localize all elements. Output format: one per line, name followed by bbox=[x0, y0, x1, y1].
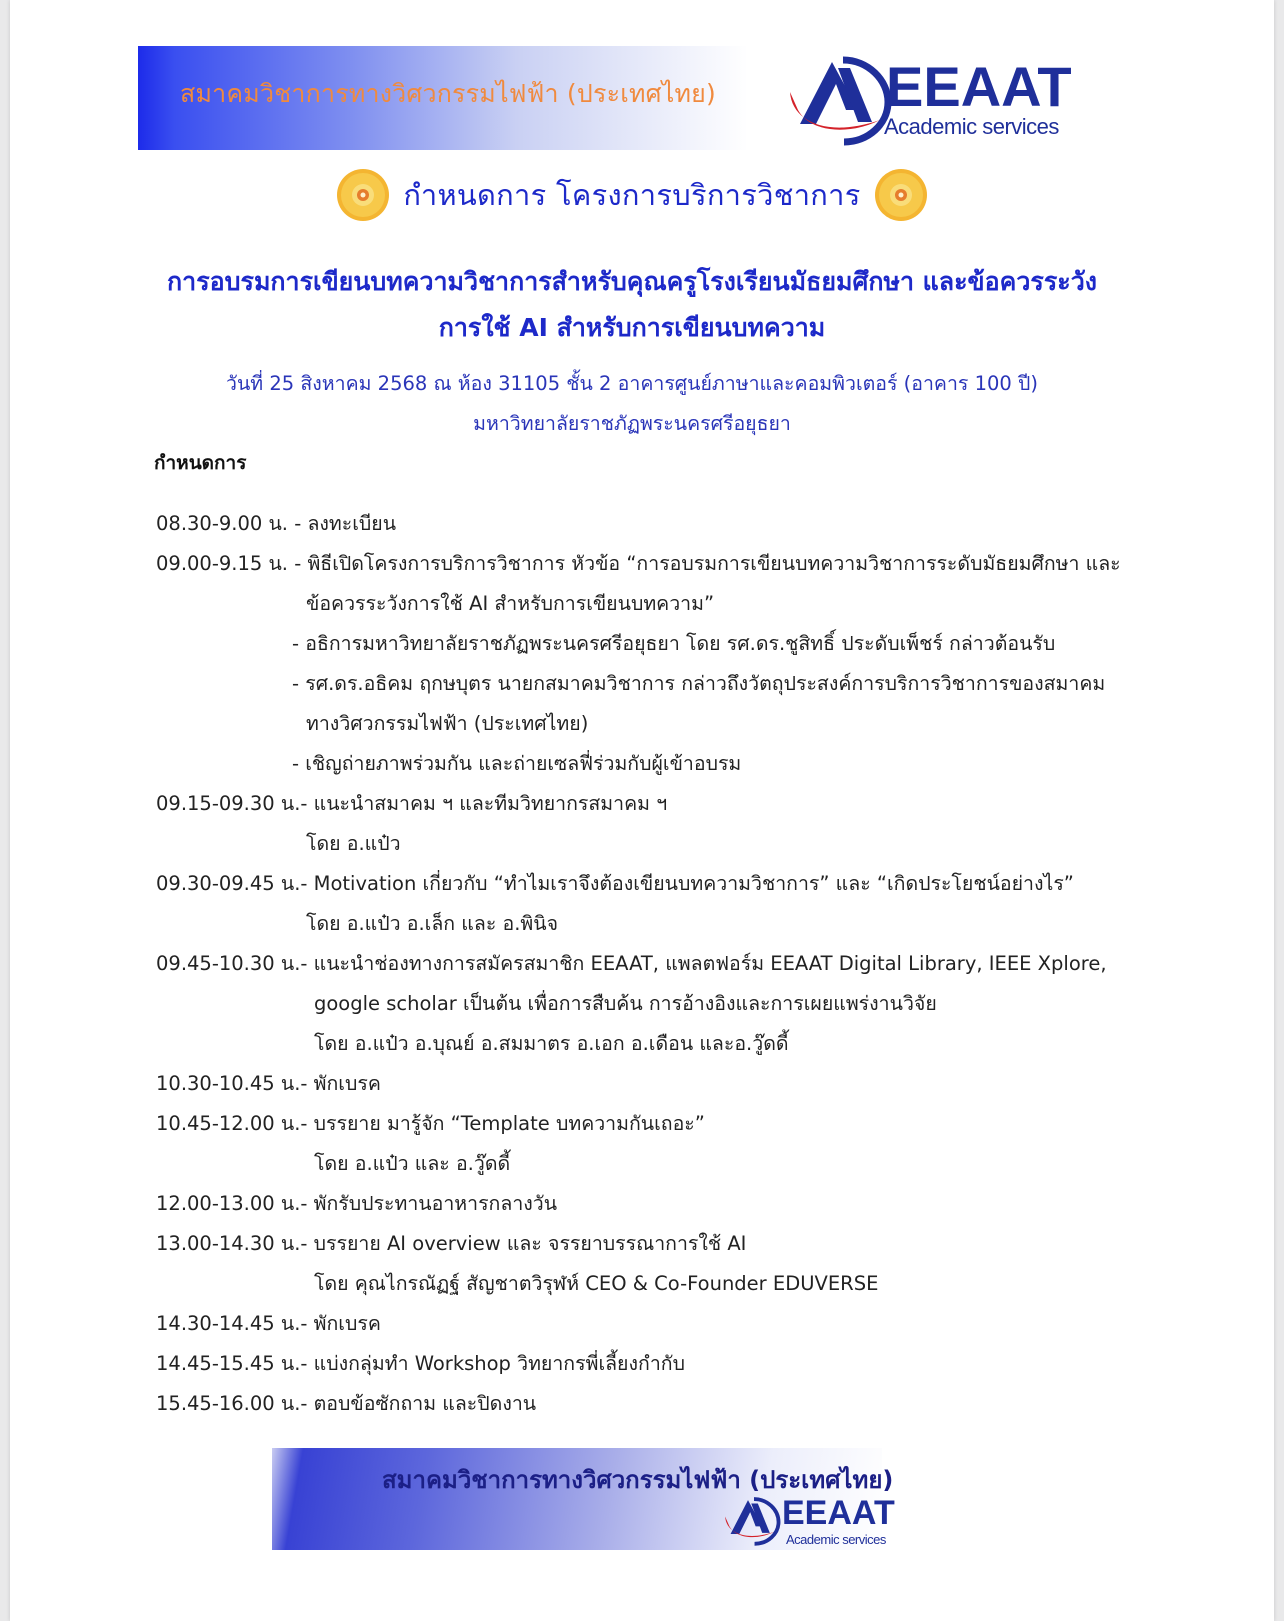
heading-row bbox=[0, 168, 1264, 228]
schedule-line: 12.00-13.00 น.- พักรับประทานอาหารกลางวัน bbox=[156, 1192, 558, 1215]
schedule-line: ทางวิศวกรรมไฟฟ้า (ประเทศไทย) bbox=[306, 712, 589, 735]
schedule-line: 14.45-15.45 น.- แบ่งกลุ่มทำ Workshop วิทยากรพี่เลี้ยงกำกับ bbox=[156, 1352, 685, 1375]
schedule-line: 15.45-16.00 น.- ตอบข้อซักถาม และปิดงาน bbox=[156, 1392, 537, 1415]
schedule-line: 09.15-09.30 น.- แนะนำสมาคม ฯ และทีมวิทยากรสมาคม ฯ bbox=[156, 792, 668, 815]
logo-brand-text: EEAAT bbox=[886, 55, 1072, 118]
schedule-heading: กำหนดการ bbox=[154, 452, 247, 474]
eeaat-logo-icon bbox=[788, 52, 898, 152]
schedule-line: 09.45-10.30 น.- แนะนำช่องทางการสมัครสมาชิก EEAAT, แพลตฟอร์ม EEAAT Digital Library, IEEE Xplore, bbox=[156, 952, 1107, 975]
schedule-line: โดย อ.แป๋ว อ.เล็ก และ อ.พินิจ bbox=[306, 912, 559, 935]
schedule-line: - อธิการมหาวิทยาลัยราชภัฏพระนครศรีอยุธยา โดย รศ.ดร.ชูสิทธิ์ ประดับเพ็ชร์ กล่าวต้อนรับ bbox=[292, 632, 1056, 655]
schedule-line: google scholar เป็นต้น เพื่อการสืบค้น การอ้างอิงและการเผยแพร่งานวิจัย bbox=[314, 992, 937, 1015]
cd-disc-icon bbox=[874, 168, 928, 222]
footer-logo-sub-text: Academic services bbox=[786, 1532, 886, 1547]
cd-disc-icon bbox=[336, 168, 390, 222]
schedule-line: โดย อ.แป๋ว และ อ.วู๊ดดี้ bbox=[314, 1152, 511, 1175]
schedule-line: ข้อควรระวังการใช้ AI สำหรับการเขียนบทความ” bbox=[306, 592, 715, 615]
schedule-line: โดย อ.แป๋ว bbox=[306, 832, 401, 855]
schedule-line: 10.45-12.00 น.- บรรยาย มารู้จัก “Template บทความกันเถอะ” bbox=[156, 1112, 705, 1135]
eeaat-logo-icon bbox=[724, 1494, 784, 1550]
schedule-line: 09.00-9.15 น. - พิธีเปิดโครงการบริการวิชาการ หัวข้อ “การอบรมการเขียนบทความวิชาการระดับมัธยมศึกษา และ bbox=[156, 552, 1121, 575]
schedule-line: - รศ.ดร.อธิคม ฤกษบุตร นายกสมาคมวิชาการ กล่าวถึงวัตถุประสงค์การบริการวิชาการของสมาคม bbox=[292, 672, 1106, 695]
page-heading: กำหนดการ โครงการบริการวิชาการ bbox=[403, 178, 861, 212]
top-banner-association-name: สมาคมวิชาการทางวิศวกรรมไฟฟ้า (ประเทศไทย) bbox=[180, 79, 716, 108]
schedule-line: 08.30-9.00 น. - ลงทะเบียน bbox=[156, 512, 397, 535]
schedule-line: 13.00-14.30 น.- บรรยาย AI overview และ จรรยาบรรณาการใช้ AI bbox=[156, 1232, 747, 1255]
date-venue: วันที่ 25 สิงหาคม 2568 ณ ห้อง 31105 ชั้น 2 อาคารศูนย์ภาษาและคอมพิวเตอร์ (อาคาร 100 ปี) bbox=[226, 372, 1038, 395]
schedule-line: 14.30-14.45 น.- พักเบรค bbox=[156, 1312, 381, 1335]
schedule-line: 09.30-09.45 น.- Motivation เกี่ยวกับ “ทำไมเราจึงต้องเขียนบทความวิชาการ” และ “เกิดประโยชน์อย่างไร” bbox=[156, 872, 1074, 895]
schedule-line: - เชิญถ่ายภาพร่วมกัน และถ่ายเซลฟี่ร่วมกับผู้เข้าอบรม bbox=[292, 752, 742, 775]
title-line-2: การใช้ AI สำหรับการเขียนบทความ bbox=[438, 313, 826, 342]
title-line-1: การอบรมการเขียนบทความวิชาการสำหรับคุณครูโรงเรียนมัธยมศึกษา และข้อควรระวัง bbox=[167, 267, 1097, 296]
eeaat-logo bbox=[788, 52, 1108, 152]
footer-eeaat-logo bbox=[724, 1494, 914, 1550]
schedule-line: 10.30-10.45 น.- พักเบรค bbox=[156, 1072, 381, 1095]
schedule-line: โดย อ.แป๋ว อ.บุณย์ อ.สมมาตร อ.เอก อ.เดือน และอ.วู๊ดดี้ bbox=[314, 1032, 789, 1055]
logo-sub-text: Academic services bbox=[884, 114, 1059, 139]
footer-logo-brand-text: EEAAT bbox=[782, 1494, 895, 1532]
bottom-banner-association-name: สมาคมวิชาการทางวิศวกรรมไฟฟ้า (ประเทศไทย) bbox=[382, 1466, 894, 1494]
university-name: มหาวิทยาลัยราชภัฏพระนครศรีอยุธยา bbox=[473, 412, 791, 435]
schedule-line: โดย คุณไกรณัฏฐ์ สัญชาตวิรุฬห์ CEO & Co-Founder EDUVERSE bbox=[314, 1272, 879, 1295]
